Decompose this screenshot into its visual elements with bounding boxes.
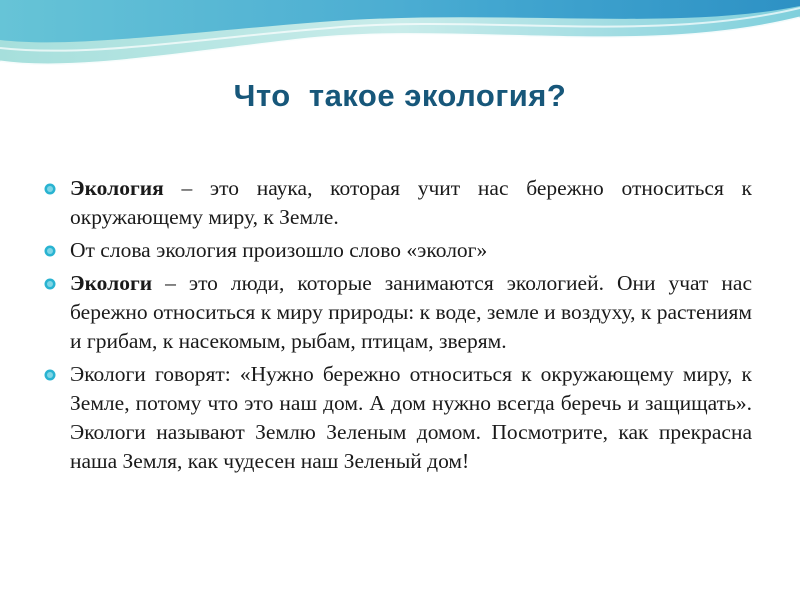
term-ecologists: Экологи <box>70 271 153 295</box>
bullet-icon <box>44 245 56 257</box>
item-text: – это наука, которая учит нас бережно относиться к окружающему миру, к Земле. <box>70 176 752 229</box>
bullet-item <box>42 236 752 265</box>
bullet-item <box>42 269 752 356</box>
bullet-icon <box>44 278 56 290</box>
slide-content <box>42 174 752 480</box>
item-text: От слова экология произошло слово «эколог» <box>70 238 488 262</box>
item-text: – это люди, которые занимаются экологией. Они учат нас бережно относиться к миру природы: к воде, земле и воздуху, к растениям и грибам, к насекомым, рыбам, птицам, зверям. <box>70 271 752 353</box>
slide-title: Что такое экология? <box>233 78 567 113</box>
term-ecology: Экология <box>70 176 164 200</box>
bullet-item <box>42 174 752 232</box>
item-text: Экологи говорят: «Нужно бережно относиться к окружающему миру, к Земле, потому что это наш дом. А дом нужно всегда беречь и защищать». Экологи называют Землю Зеленым домом. Посмотрите, как прекрасна наша Земля, как чудесен наш Зеленый дом! <box>70 362 752 473</box>
bullet-icon <box>44 183 56 195</box>
bullet-icon <box>44 369 56 381</box>
bullet-item <box>42 360 752 476</box>
